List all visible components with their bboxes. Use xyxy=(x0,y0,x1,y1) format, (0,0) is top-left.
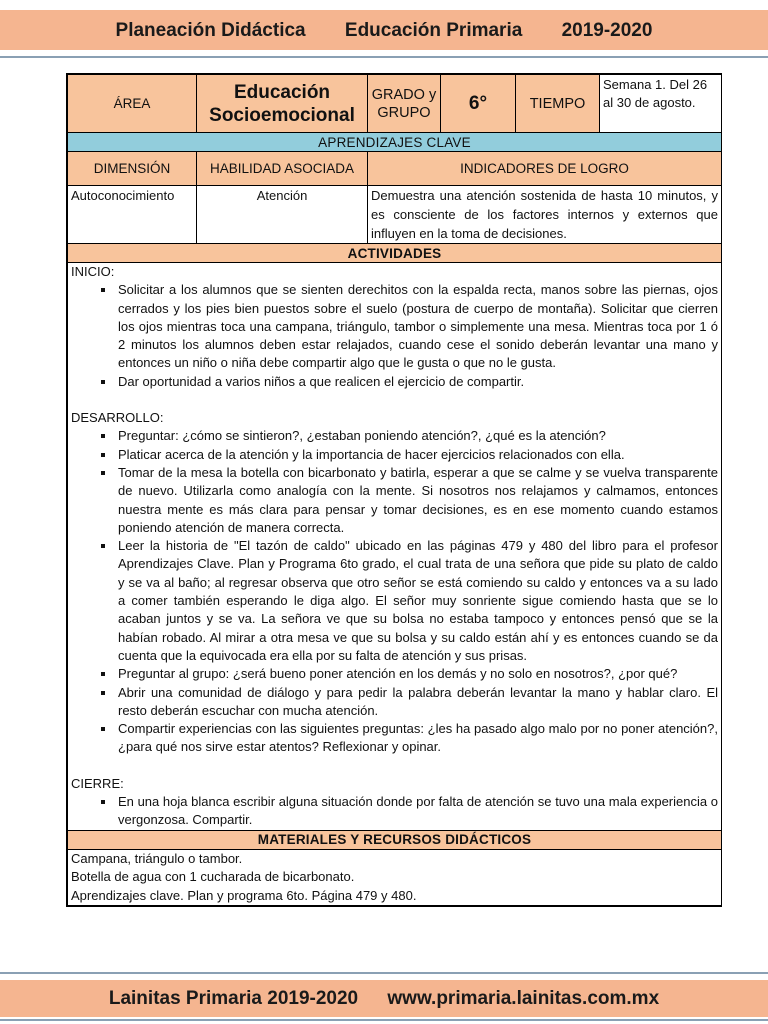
inicio-list xyxy=(71,281,718,391)
subject-line2: Socioemocional xyxy=(209,104,355,126)
header-band xyxy=(0,10,768,50)
list-item: ▪ Tomar de la mesa la botella con bicarbonato y batirla, esperar a que se calme y se vuelva transparente de nuevo. Utilizarla como analogía con la mente. Si nosotros nos relajamos y calmamos, entonces nuestra mente es más clara para pensar y tomar decisiones, es en ese momento cuando estamos poniendo atención de manera correcta. xyxy=(116,464,718,537)
area-label: ÁREA xyxy=(68,75,197,133)
list-item: ▪ Platicar acerca de la atención y la importancia de hacer ejercicios relacionados con ella. xyxy=(116,446,718,464)
cierre-list xyxy=(71,793,718,830)
list-item: ▪ Abrir una comunidad de diálogo y para pedir la palabra deberán levantar la mano y hablar claro. El resto deberán escuchar con mucha atención. xyxy=(116,684,718,721)
key-learning-heading: APRENDIZAJES CLAVE xyxy=(68,133,722,152)
list-item: ▪ Solicitar a los alumnos que se sienten derechitos con la espalda recta, manos sobre las piernas, ojos cerrados y los pies bien puestos sobre el suelo (postura de cuerpo de montaña). Solicitar que cierren los ojos mientras toca una campana, triángulo, tambor o simplemente una mesa. Mientras toca por 1 ó 2 minutos los alumnos deben estar relajados, cuando cese el sonido deberán levantar una mano y entonces un niño o niña debe compartir algo que le gusta o que no le gusta. xyxy=(116,281,718,372)
desarrollo-list xyxy=(71,427,718,756)
list-item: ▪ Compartir experiencias con las siguientes preguntas: ¿les ha pasado algo malo por no poner atención?, ¿para qué nos sirve estar atentos? Reflexionar y opinar. xyxy=(116,720,718,757)
inicio-label: INICIO: xyxy=(71,264,115,279)
materials-heading: MATERIALES Y RECURSOS DIDÁCTICOS xyxy=(68,830,722,849)
grade-value: 6° xyxy=(441,75,516,133)
list-item: ▪ En una hoja blanca escribir alguna situación donde por falta de atención se tuvo una mala experiencia o vergonzosa. Compartir. xyxy=(116,793,718,830)
list-item: ▪ Preguntar: ¿cómo se sintieron?, ¿estaban poniendo atención?, ¿qué es la atención? xyxy=(116,427,718,445)
materials-list xyxy=(68,849,722,906)
material-item: Aprendizajes clave. Plan y programa 6to. Página 479 y 480. xyxy=(71,887,417,903)
subject-cell xyxy=(197,75,368,133)
lesson-plan-table xyxy=(66,73,722,907)
material-item: Botella de agua con 1 cucharada de bicarbonato. xyxy=(71,869,355,885)
footer-rule xyxy=(0,972,768,974)
header-rule xyxy=(0,56,768,58)
time-value: Semana 1. Del 26 al 30 de agosto. xyxy=(600,75,722,133)
list-item: ▪ Preguntar al grupo: ¿será bueno poner atención en los demás y no solo en nosotros?, ¿por qué? xyxy=(116,665,718,683)
grade-label: GRADO y GRUPO xyxy=(368,75,441,133)
footer-band xyxy=(0,980,768,1017)
footer-url: www.primaria.lainitas.com.mx xyxy=(387,988,660,1009)
header-year: 2019-2020 xyxy=(561,20,653,41)
list-item: ▪ Leer la historia de "El tazón de caldo" ubicado en las páginas 479 y 480 del libro para el profesor Aprendizajes Clave. Plan y Programa 6to grado, el cual trata de una señora que pide su plato de caldo y se va al baño; al regresar observa que otro señor se está comiendo su caldo y entonces va a su lado a comer también esperando le diga algo. El señor muy sonriente sigue comiendo hasta que se lo acaban juntos y se va. La señora ve que su bolsa no estaba tampoco y entonces pensó que se la habían robado. Al mirar a otra mesa ve que su bolsa y su caldo están ahí y es entonces cuando se da cuenta que la equivocada era ella por su falta de atención y sus prisas. xyxy=(116,537,718,665)
skill-label: HABILIDAD ASOCIADA xyxy=(197,152,368,186)
footer-rule-bottom xyxy=(0,1019,768,1021)
skill-value: Atención xyxy=(197,186,368,244)
list-item: ▪ Dar oportunidad a varios niños a que realicen el ejercicio de compartir. xyxy=(116,373,718,391)
time-label: TIEMPO xyxy=(516,75,600,133)
header-title: Planeación Didáctica xyxy=(115,20,306,41)
subject-line1: Educación xyxy=(233,81,331,103)
activities-heading: ACTIVIDADES xyxy=(68,244,722,263)
header-level: Educación Primaria xyxy=(344,20,523,41)
dimension-value: Autoconocimiento xyxy=(68,186,197,244)
material-item: Campana, triángulo o tambor. xyxy=(71,850,243,866)
indicators-label: INDICADORES DE LOGRO xyxy=(368,152,722,186)
desarrollo-label: DESARROLLO: xyxy=(71,410,164,426)
dimension-label: DIMENSIÓN xyxy=(68,152,197,186)
activities-body xyxy=(68,263,722,831)
indicator-value: Demuestra una atención sostenida de hasta 10 minutos, y es consciente de los factores internos y externos que influyen en la toma de decisiones. xyxy=(368,186,722,244)
footer-brand: Lainitas Primaria 2019-2020 xyxy=(108,988,359,1009)
cierre-label: CIERRE: xyxy=(71,775,124,791)
